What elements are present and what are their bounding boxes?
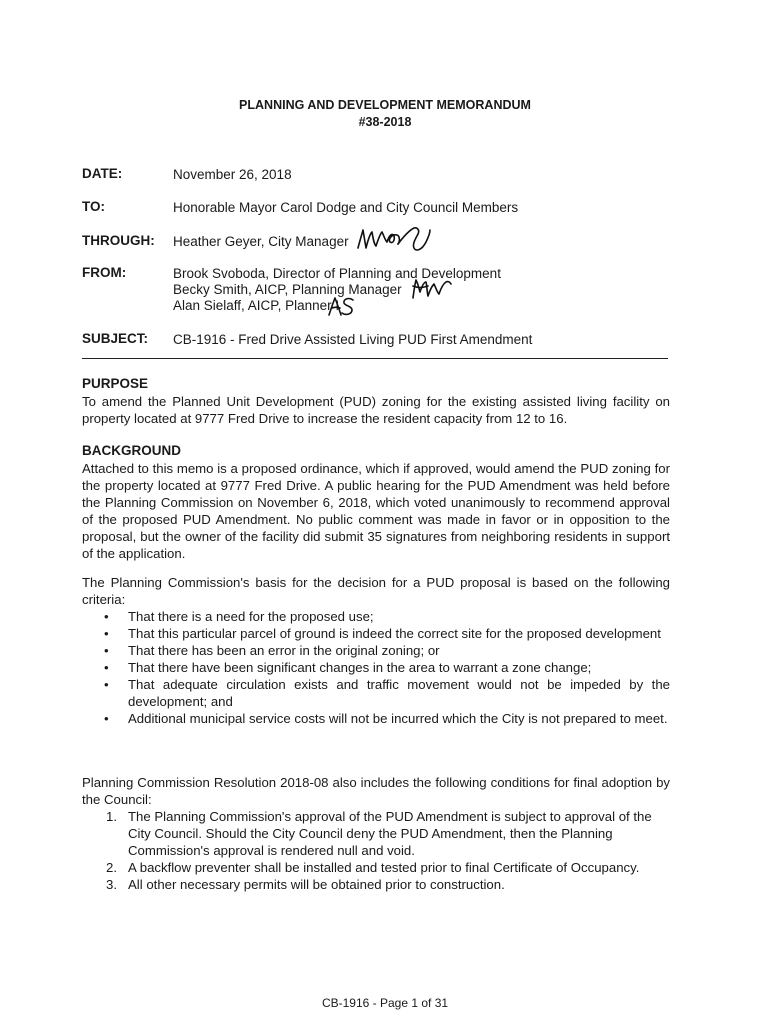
through-label: THROUGH: xyxy=(82,233,155,248)
memo-title: PLANNING AND DEVELOPMENT MEMORANDUM xyxy=(239,98,531,112)
list-item xyxy=(82,642,670,659)
conditions-intro: Planning Commission Resolution 2018-08 also includes the following conditions for final adoption by the Council: xyxy=(82,775,670,807)
bullet-icon: • xyxy=(104,643,109,658)
from-line-planner: Alan Sielaff, AICP, Planner I xyxy=(173,298,340,313)
criteria-text: Additional municipal service costs will not be incurred which the City is not prepared to meet. xyxy=(128,711,668,726)
list-item xyxy=(82,608,670,625)
list-item xyxy=(82,676,670,710)
criteria-text: That there has been an error in the original zoning; or xyxy=(128,643,440,658)
condition-text: All other necessary permits will be obtained prior to construction. xyxy=(128,877,505,892)
purpose-text: To amend the Planned Unit Development (PUD) zoning for the existing assisted living facility on property located at 9777 Fred Drive to increase the resident capacity from 12 to 16. xyxy=(82,394,670,426)
background-heading: BACKGROUND xyxy=(82,443,181,458)
from-line-manager: Becky Smith, AICP, Planning Manager xyxy=(173,282,402,297)
list-number: 1. xyxy=(106,809,117,824)
bullet-icon: • xyxy=(104,677,109,692)
background-text: Attached to this memo is a proposed ordinance, which if approved, would amend the PUD zoning for the property located at 9777 Fred Drive. A public hearing for the PUD Amendment was held before the Planning Commission on November 6, 2018, which voted unanimously to recommend approval of the proposed PUD Amendment. No public comment was made in favor or in opposition to the proposal, but the owner of the facility did submit 35 signatures from neighboring residents in support of the application. xyxy=(82,461,670,561)
list-item xyxy=(82,876,670,893)
signature-initials-sielaff xyxy=(327,295,355,317)
condition-text: The Planning Commission's approval of the PUD Amendment is subject to approval of the City Council. Should the City Council deny the PUD Amendment, then the Planning Commission's approval is rendered null and void. xyxy=(128,809,652,858)
list-item xyxy=(82,710,670,727)
condition-text: A backflow preventer shall be installed and tested prior to final Certificate of Occupancy. xyxy=(128,860,640,875)
purpose-heading: PURPOSE xyxy=(82,376,149,391)
to-label: TO: xyxy=(82,199,105,214)
list-number: 3. xyxy=(106,877,117,892)
from-line-director: Brook Svoboda, Director of Planning and Development xyxy=(173,266,501,281)
page-footer: CB-1916 - Page 1 of 31 xyxy=(321,996,449,1010)
conditions-list xyxy=(82,808,670,893)
header-divider xyxy=(82,358,668,359)
through-value: Heather Geyer, City Manager xyxy=(173,234,349,249)
criteria-text: That adequate circulation exists and traffic movement would not be impeded by the development; and xyxy=(128,677,670,709)
bullet-icon: • xyxy=(104,660,109,675)
criteria-text: That there have been significant changes in the area to warrant a zone change; xyxy=(128,660,592,675)
criteria-text: That there is a need for the proposed use; xyxy=(128,609,374,624)
list-number: 2. xyxy=(106,860,117,875)
bullet-icon: • xyxy=(104,626,109,641)
criteria-intro: The Planning Commission's basis for the decision for a PUD proposal is based on the following criteria: xyxy=(82,575,670,607)
list-item xyxy=(82,625,670,642)
bullet-icon: • xyxy=(104,609,109,624)
list-item xyxy=(82,808,670,859)
bullet-icon: • xyxy=(104,711,109,726)
subject-label: SUBJECT: xyxy=(82,331,149,346)
signature-initials-smith xyxy=(410,276,454,302)
criteria-text: That this particular parcel of ground is indeed the correct site for the proposed development xyxy=(128,626,661,641)
list-item xyxy=(82,859,670,876)
date-label: DATE: xyxy=(82,166,123,181)
to-value: Honorable Mayor Carol Dodge and City Council Members xyxy=(173,200,519,215)
memo-number: #38-2018 xyxy=(358,115,412,129)
signature-initials-geyer xyxy=(354,222,434,256)
from-label: FROM: xyxy=(82,265,127,280)
subject-value: CB-1916 - Fred Drive Assisted Living PUD First Amendment xyxy=(173,332,533,347)
list-item xyxy=(82,659,670,676)
criteria-list xyxy=(82,608,670,727)
date-value: November 26, 2018 xyxy=(173,167,292,182)
